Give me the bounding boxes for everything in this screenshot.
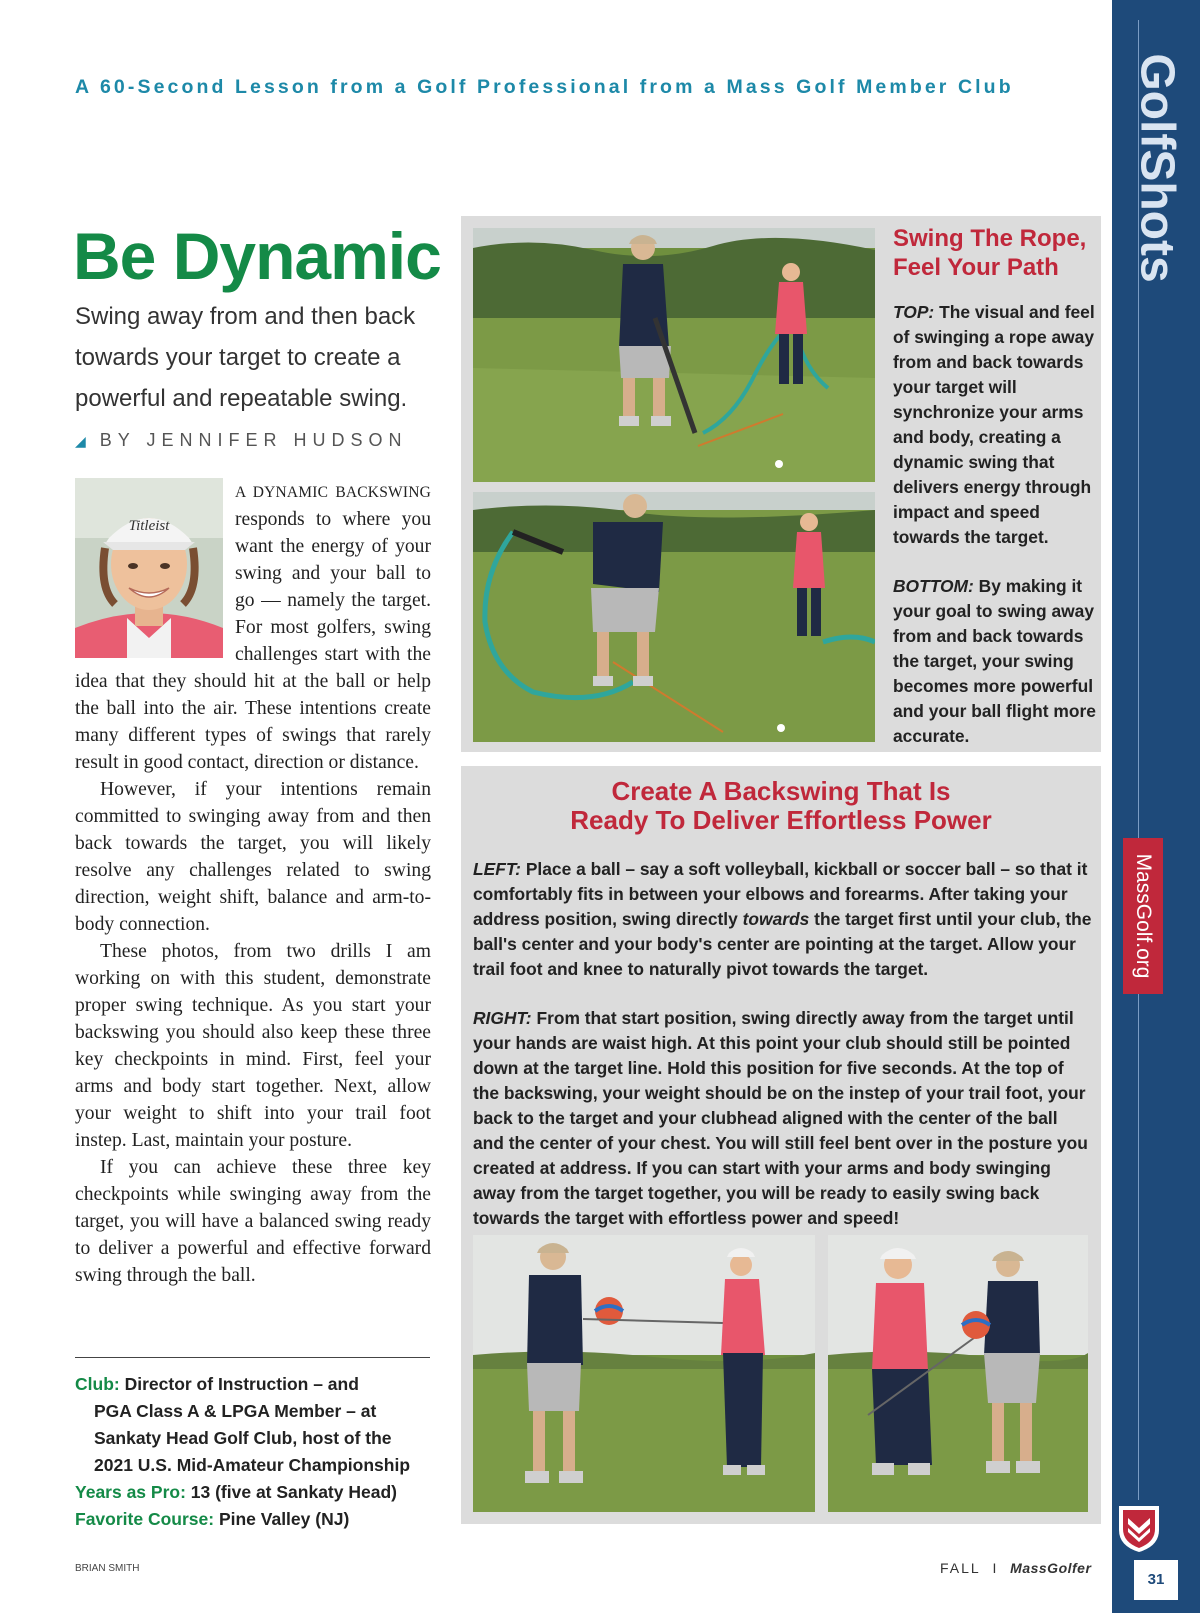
lead-in: A DYNAMIC BACKSWING — [235, 484, 431, 501]
paragraph-1: A DYNAMIC BACKSWING responds to where you want the energy of your swing and your ball to go — namely the target. For most golfers, swing challenges start with the idea that they should hit at the ball or help the ball into the air. These intentions create many different types of swings that rarely result in good contact, direction or distance. — [75, 484, 431, 773]
paragraph-4: If you can achieve these three key checkpoints while swinging away from the target, you will have a balanced swing ready to deliver a powerful and effective forward swing through the ball. — [75, 1157, 431, 1286]
article-body — [75, 478, 431, 1289]
photo-credit: BRIAN SMITH — [75, 1563, 140, 1574]
paragraph-3: These photos, from two drills I am working on with this student, demonstrate proper swing technique. As you start your backswing you should also keep these three key checkpoints in mind. First, feel your arms and body start together. Next, allow your weight to shift into your trail foot instep. Last, maintain your posture. — [75, 941, 431, 1151]
ball-drill-photo-left — [473, 1235, 815, 1512]
right-label: RIGHT: — [473, 1008, 532, 1028]
site-url-tab[interactable]: MassGolf.org — [1123, 838, 1163, 994]
rope-photo-top — [473, 228, 875, 482]
top-label: TOP: — [893, 302, 935, 322]
kicker: A 60-Second Lesson from a Golf Professional from a Mass Golf Member Club — [75, 76, 1014, 98]
left-label: LEFT: — [473, 859, 521, 879]
headshot-spacer — [75, 478, 235, 660]
folio: FALL I MassGolfer — [940, 1560, 1092, 1576]
rope-drill-title: Swing The Rope, Feel Your Path — [893, 225, 1087, 281]
paragraph-2: However, if your intentions remain committed to swinging away from and then back towards the target, you will likely resolve any challenges related to swing direction, weight shift, balance and arm-to-body connection. — [75, 779, 431, 935]
byline-triangle-icon: ◢ — [75, 433, 86, 449]
rope-photo-bottom — [473, 492, 875, 742]
backswing-drill-title: Create A Backswing That Is Ready To Deliver Effortless Power — [570, 776, 992, 835]
massgolf-shield-logo — [1115, 1502, 1163, 1554]
years-label: Years as Pro: — [75, 1482, 186, 1502]
rope-drill-text: TOP: The visual and feel of swinging a rope away from and back towards your target will synchronize your arms and body, creating a dynamic swing that delivers energy through impact and speed towards the target. BOTTOM: By making it your goal to swing away from and back towards the target, your swing becomes more powerful and your ball flight more accurate. — [893, 302, 1096, 746]
deck: Swing away from and then back towards your target to create a powerful and repeatable swing. — [75, 303, 416, 412]
headline: Be Dynamic — [73, 219, 441, 293]
section-title: GolfShots — [1130, 53, 1184, 283]
ball-drill-photo-right — [828, 1235, 1088, 1512]
pro-bio: Club: Director of Instruction – and PGA Class A & LPGA Member – at Sankaty Head Golf Club, host of the 2021 U.S. Mid-Amateur Championship Years as Pro: 13 (five at Sankaty Head) Favorite Course: Pine Valley (NJ) — [75, 1374, 411, 1529]
course-label: Favorite Course: — [75, 1509, 215, 1529]
bottom-label: BOTTOM: — [893, 576, 974, 596]
backswing-drill-text: LEFT: Place a ball – say a soft volleyball, kickball or soccer ball – so that it comfortably fits in between your elbows and forearms. After taking your address position, swing directly towards the target first until your club, the ball's center and your body's center are pointing at the target. Allow your trail foot and knee to naturally pivot towards the target. RIGHT: From that start position, swing directly away from the target until your hands are waist high. At this point your club should still be pointed down at the target line. Hold this position for five seconds. At the top of the backswing, your weight should be on the instep of your trail foot, your back to the target and your clubhead aligned with the center of the ball and the center of your chest. You will still feel bent over in the posture you created at address. If you can start with your arms and body swinging away from the target together, you will be ready to easily swing back towards the target with effortless power and speed! — [473, 859, 1092, 1228]
club-label: Club: — [75, 1374, 120, 1394]
byline: ◢ BY JENNIFER HUDSON — [75, 430, 408, 450]
page-number: 31 — [1134, 1560, 1178, 1600]
svg-text:Titleist: Titleist — [128, 518, 170, 534]
bio-divider — [75, 1357, 430, 1358]
